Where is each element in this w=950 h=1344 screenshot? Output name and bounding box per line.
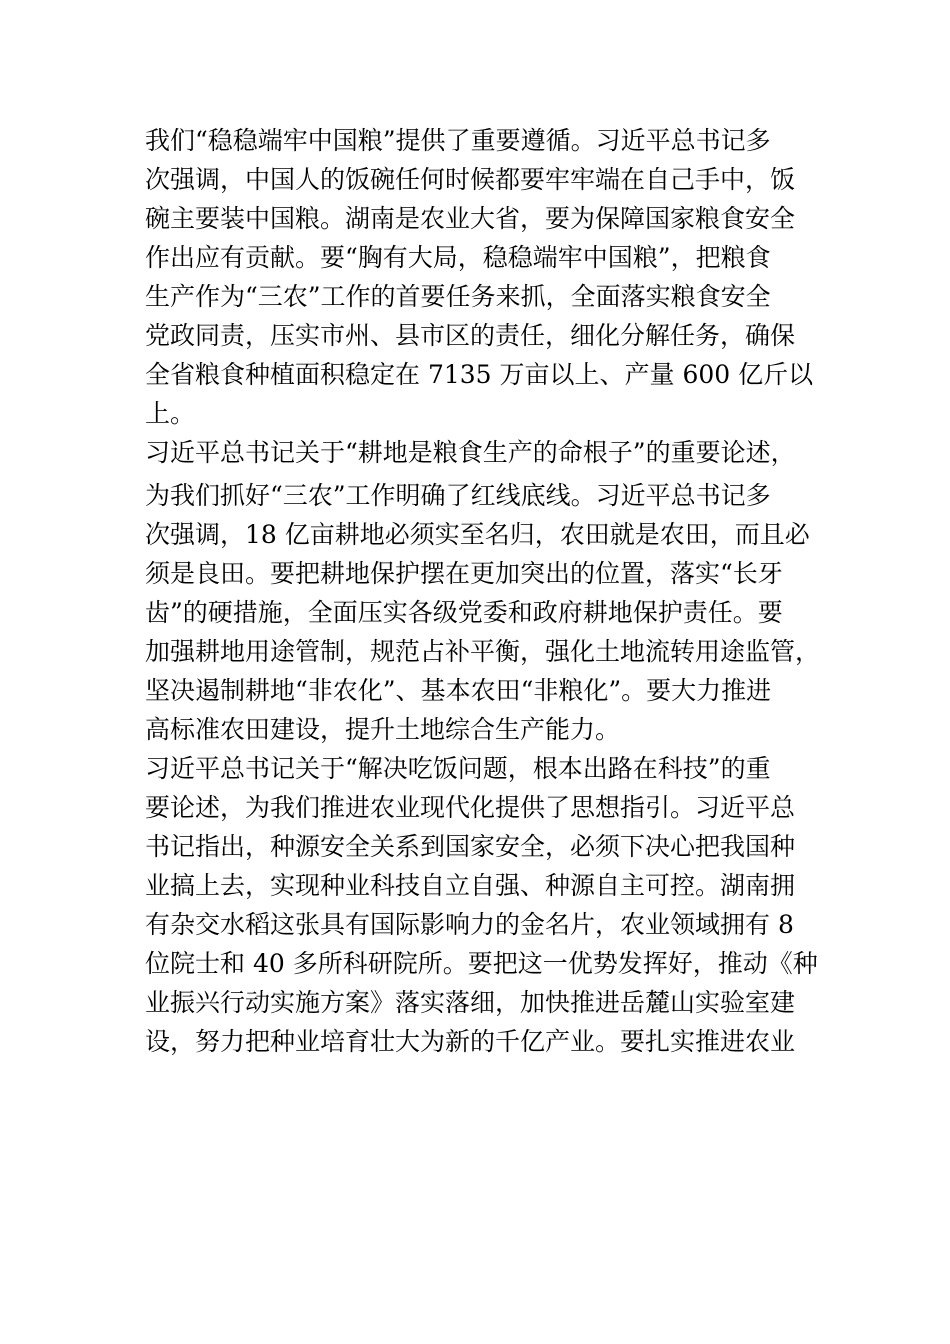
- text-line: 次强调，18 亿亩耕地必须实至名归，农田就是农田，而且必: [145, 520, 810, 549]
- text-line: 党政同责，压实市州、县市区的责任，细化分解任务，确保: [145, 321, 796, 350]
- text-line: 习近平总书记关于“耕地是粮食生产的命根子”的重要论述，: [145, 438, 796, 467]
- text-line: 次强调，中国人的饭碗任何时候都要牢牢端在自己手中，饭: [145, 165, 796, 194]
- text-line: 设，努力把种业培育壮大为新的千亿产业。要扎实推进农业: [145, 1027, 796, 1056]
- text-line: 生产作为“三农”工作的首要任务来抓，全面落实粮食安全: [145, 282, 771, 311]
- text-line: 上。: [145, 399, 196, 428]
- text-line: 作出应有贡献。要“胸有大局，稳稳端牢中国粮”，把粮食: [145, 243, 771, 272]
- text-line: 位院士和 40 多所科研院所。要把这一优势发挥好，推动《种: [145, 949, 818, 978]
- text-line: 全省粮食种植面积稳定在 7135 万亩以上、产量 600 亿斤以: [145, 360, 814, 389]
- text-line: 业搞上去，实现种业科技自立自强、种源自主可控。湖南拥: [145, 871, 796, 900]
- text-line: 习近平总书记关于“解决吃饭问题，根本出路在科技”的重: [145, 754, 771, 783]
- text-line: 齿”的硬措施，全面压实各级党委和政府耕地保护责任。要: [145, 598, 783, 627]
- text-line: 业振兴行动实施方案》落实落细，加快推进岳麓山实验室建: [145, 988, 796, 1017]
- text-line: 坚决遏制耕地“非农化”、基本农田“非粮化”。要大力推进: [145, 676, 772, 705]
- text-line: 要论述，为我们推进农业现代化提供了思想指引。习近平总: [145, 793, 796, 822]
- text-line: 碗主要装中国粮。湖南是农业大省，要为保障国家粮食安全: [145, 204, 796, 233]
- text-line: 我们“稳稳端牢中国粮”提供了重要遵循。习近平总书记多: [145, 126, 771, 155]
- text-line: 书记指出，种源安全关系到国家安全，必须下决心把我国种: [145, 832, 796, 861]
- text-line: 高标准农田建设，提升土地综合生产能力。: [145, 715, 621, 744]
- text-line: 为我们抓好“三农”工作明确了红线底线。习近平总书记多: [145, 481, 771, 510]
- text-line: 须是良田。要把耕地保护摆在更加突出的位置，落实“长牙: [145, 559, 783, 588]
- text-line: 加强耕地用途管制，规范占补平衡，强化土地流转用途监管，: [145, 637, 821, 666]
- text-line: 有杂交水稻这张具有国际影响力的金名片，农业领域拥有 8: [145, 910, 794, 939]
